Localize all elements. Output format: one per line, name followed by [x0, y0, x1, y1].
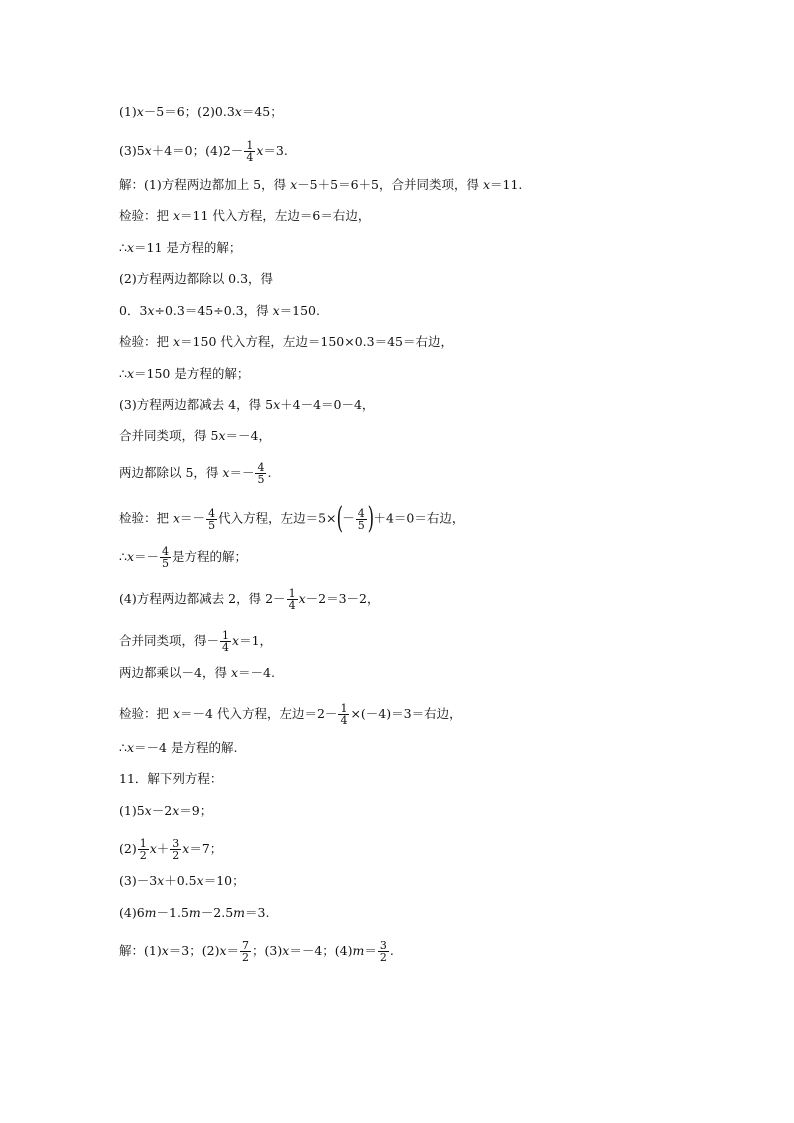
solution-4-conclusion: ∴x＝－4 是方程的解.: [119, 740, 238, 755]
problem-11-part-4: (4)6m－1.5m－2.5m＝3.: [119, 905, 270, 920]
problem-11-heading: 11．解下列方程：: [119, 771, 223, 786]
fraction: $\frac{1}{4}$: [246, 139, 254, 164]
solution-1-step: 解：(1)方程两边都加上 5，得 x－5＋5＝6＋5，合并同类项，得 x＝11.: [119, 177, 523, 192]
fraction: $\frac{1}{4}$: [340, 702, 348, 727]
problem-11-part-2: (2) $\frac{1}{2}$ x＋ $\frac{3}{2}$ x＝7；: [119, 837, 223, 862]
solution-3-combine: 合并同类项，得 5x＝－4，: [119, 428, 271, 443]
fraction: $\frac{4}{5}$: [257, 461, 265, 486]
solution-2-computation: 0．3x÷0.3＝45÷0.3，得 x＝150.: [119, 303, 320, 318]
solution-1-check: 检验：把 x＝11 代入方程，左边＝6＝右边，: [119, 208, 371, 223]
solution-4-multiply: 两边都乘以－4，得 x＝－4.: [119, 665, 275, 680]
fraction: $\frac{1}{4}$: [288, 587, 296, 612]
solution-2-conclusion: ∴x＝150 是方程的解；: [119, 366, 250, 381]
solution-3-divide: 两边都除以 5，得 x＝－ $\frac{4}{5}$ .: [119, 461, 272, 486]
fraction: $\frac{3}{2}$: [379, 939, 387, 964]
solution-1-conclusion: ∴x＝11 是方程的解；: [119, 240, 242, 255]
problem-10-parts-1-2: (1)x－5＝6；(2)0.3x＝45；: [119, 104, 283, 119]
solution-3-check: 检验：把 x＝－ $\frac{4}{5}$ 代入方程，左边＝5×(－ $\frac{4}{5}$ )＋4＝0＝右边，: [119, 501, 465, 536]
problem-10-parts-3-4: (3)5x＋4＝0；(4)2－ $\frac{1}{4}$ x＝3.: [119, 139, 288, 164]
solution-2-check: 检验：把 x＝150 代入方程，左边＝150×0.3＝45＝右边，: [119, 334, 453, 349]
fraction: $\frac{4}{5}$: [208, 506, 216, 532]
fraction: $\frac{1}{4}$: [222, 629, 230, 654]
fraction: $\frac{4}{5}$: [357, 506, 365, 532]
solution-3-step: (3)方程两边都减去 4，得 5x＋4－4＝0－4，: [119, 397, 375, 412]
fraction: $\frac{4}{5}$: [162, 545, 170, 570]
fraction: $\frac{1}{2}$: [139, 837, 147, 862]
right-parenthesis: ): [367, 501, 374, 536]
problem-11-part-1: (1)5x－2x＝9；: [119, 803, 213, 818]
solution-3-conclusion: ∴x＝－ $\frac{4}{5}$ 是方程的解；: [119, 545, 248, 570]
solution-4-step: (4)方程两边都减去 2，得 2－ $\frac{1}{4}$ x－2＝3－2，: [119, 587, 380, 612]
solution-2-step: (2)方程两边都除以 0.3，得: [119, 271, 274, 286]
problem-11-part-3: (3)－3x＋0.5x＝10；: [119, 873, 245, 888]
fraction: $\frac{7}{2}$: [242, 939, 250, 964]
solution-4-check: 检验：把 x＝－4 代入方程，左边＝2－ $\frac{1}{4}$ ×(－4)＝3＝右边，: [119, 702, 462, 727]
fraction: $\frac{3}{2}$: [172, 837, 180, 862]
solution-4-combine: 合并同类项，得－ $\frac{1}{4}$ x＝1，: [119, 629, 273, 654]
left-parenthesis: (: [336, 501, 343, 536]
problem-11-answers: 解：(1)x＝3；(2)x＝ $\frac{7}{2}$ ；(3)x＝－4；(4)m＝ $\frac{3}{2}$ .: [119, 939, 394, 964]
